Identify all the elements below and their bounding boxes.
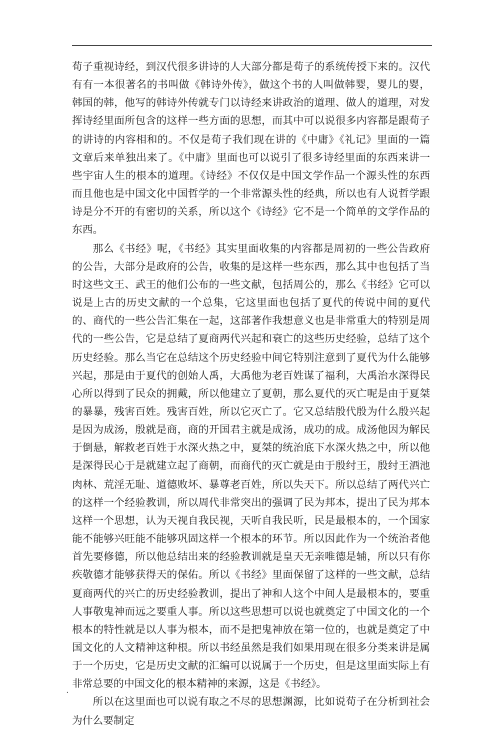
paragraph-1: 荀子重视诗经，到汉代很多讲诗的人大部分都是荀子的系统传授下来的。汉代有有一本很著名的书叫做《韩诗外传》，做这个书的人叫做韩婴，婴儿的婴，韩国的韩，他写的韩诗外传就专门以诗经来讲政治的道理、做人的道理，对发挥诗经里面所包含的这样一些方面的思想，而其中可以说很多内容都是跟荀子的讲诗的内容相和的。不仅是荀子我们现在讲的《中庸》《礼记》里面的一篇文章后来单独出来了。《中庸》里面也可以说引了很多诗经里面的东西来讲一些宇宙人生的根本的道理。《诗经》不仅仅是中国文学作品一个源头性的东西而且他也是中国文化中国哲学的一个非常源头性的经典，所以也有人说哲学跟诗是分不开的有密切的关系，所以这个《诗经》它不是一个简单的文学作品的东西。 (72, 61, 430, 237)
paragraph-2: 那么《书经》呢，《书经》其实里面收集的内容都是周初的一些公告政府的公告，大部分是政府的公告，收集的是这样一些东西，那么其中也包括了当时这些文王、武王的他们公布的一些文献，包括周公的，那么《书经》它可以说是上古的历史文献的一个总集，它这里面也包括了夏代的传说中间的夏代的、商代的一些公告汇集在一起，这部著作我想意义也是非常重大的特别是周代的一些公告，它是总结了夏商两代兴起和衰亡的这些历史经验，总结了这个历史经验。那么当它在总结这个历史经验中间它特别注意到了夏代为什么能够兴起，那是由于夏代的创始人禹，大禹他为老百姓谋了福利，大禹治水深得民心所以得到了民众的拥戴，所以他建立了夏朝，那么夏代的灭亡呢是由于夏桀的暴暴，残害百姓。残害百姓，所以它灭亡了。它又总结殷代殷为什么殷兴起是因为成汤，殷就是商，商的开国君主就是成汤，成功的成。成汤他因为解民于倒悬，解救老百姓于水深火热之中，夏桀的统治底下水深火热之中，所以他是深得民心于是就建立起了商朝，而商代的灭亡就是由于殷纣王，殷纣王酒池肉林、荒淫无耻、道德败坏、暴尊老百姓，所以失天下。所以总结了两代兴亡的这样一个经验教训，所以周代非常突出的强调了民为邦本，提出了民为邦本这样一个思想，认为天视自我民视，天听自我民听，民是最根本的，一个国家能不能够兴旺能不能够巩固这样一个根本的环节。所以因此作为一个统治者他首先要修德，所以他总结出来的经验教训就是皇天无亲唯德是辅，所以只有你疾敬德才能够获得天的保佑。所以《书经》里面保留了这样的一些文献，总结夏商两代的兴亡的历史经验教训，提出了神和人这个中间人是最根本的，要重人事敬鬼神而远之要重人事。所以这些思想可以说也就奠定了中国文化的一个根本的特性就是以人事为根本，而不是把鬼神放在第一位的，也就是奠定了中国文化的人文精神这种根。所以书经虽然是我们如果用现在很多分类来讲是属于一个历史，它是历史文献的汇编可以说属于一个历史，但是这里面实际上有非常总要的中国文化的根本精神的来源，这是《书经》。 (72, 242, 430, 691)
header-rule (72, 45, 432, 46)
paragraph-3: 所以在这里面也可以说有取之不尽的思想渊源，比如说荀子在分析到社会为什么要制定 (72, 696, 430, 727)
body-text (72, 58, 430, 730)
footer-mark: . (66, 686, 69, 696)
